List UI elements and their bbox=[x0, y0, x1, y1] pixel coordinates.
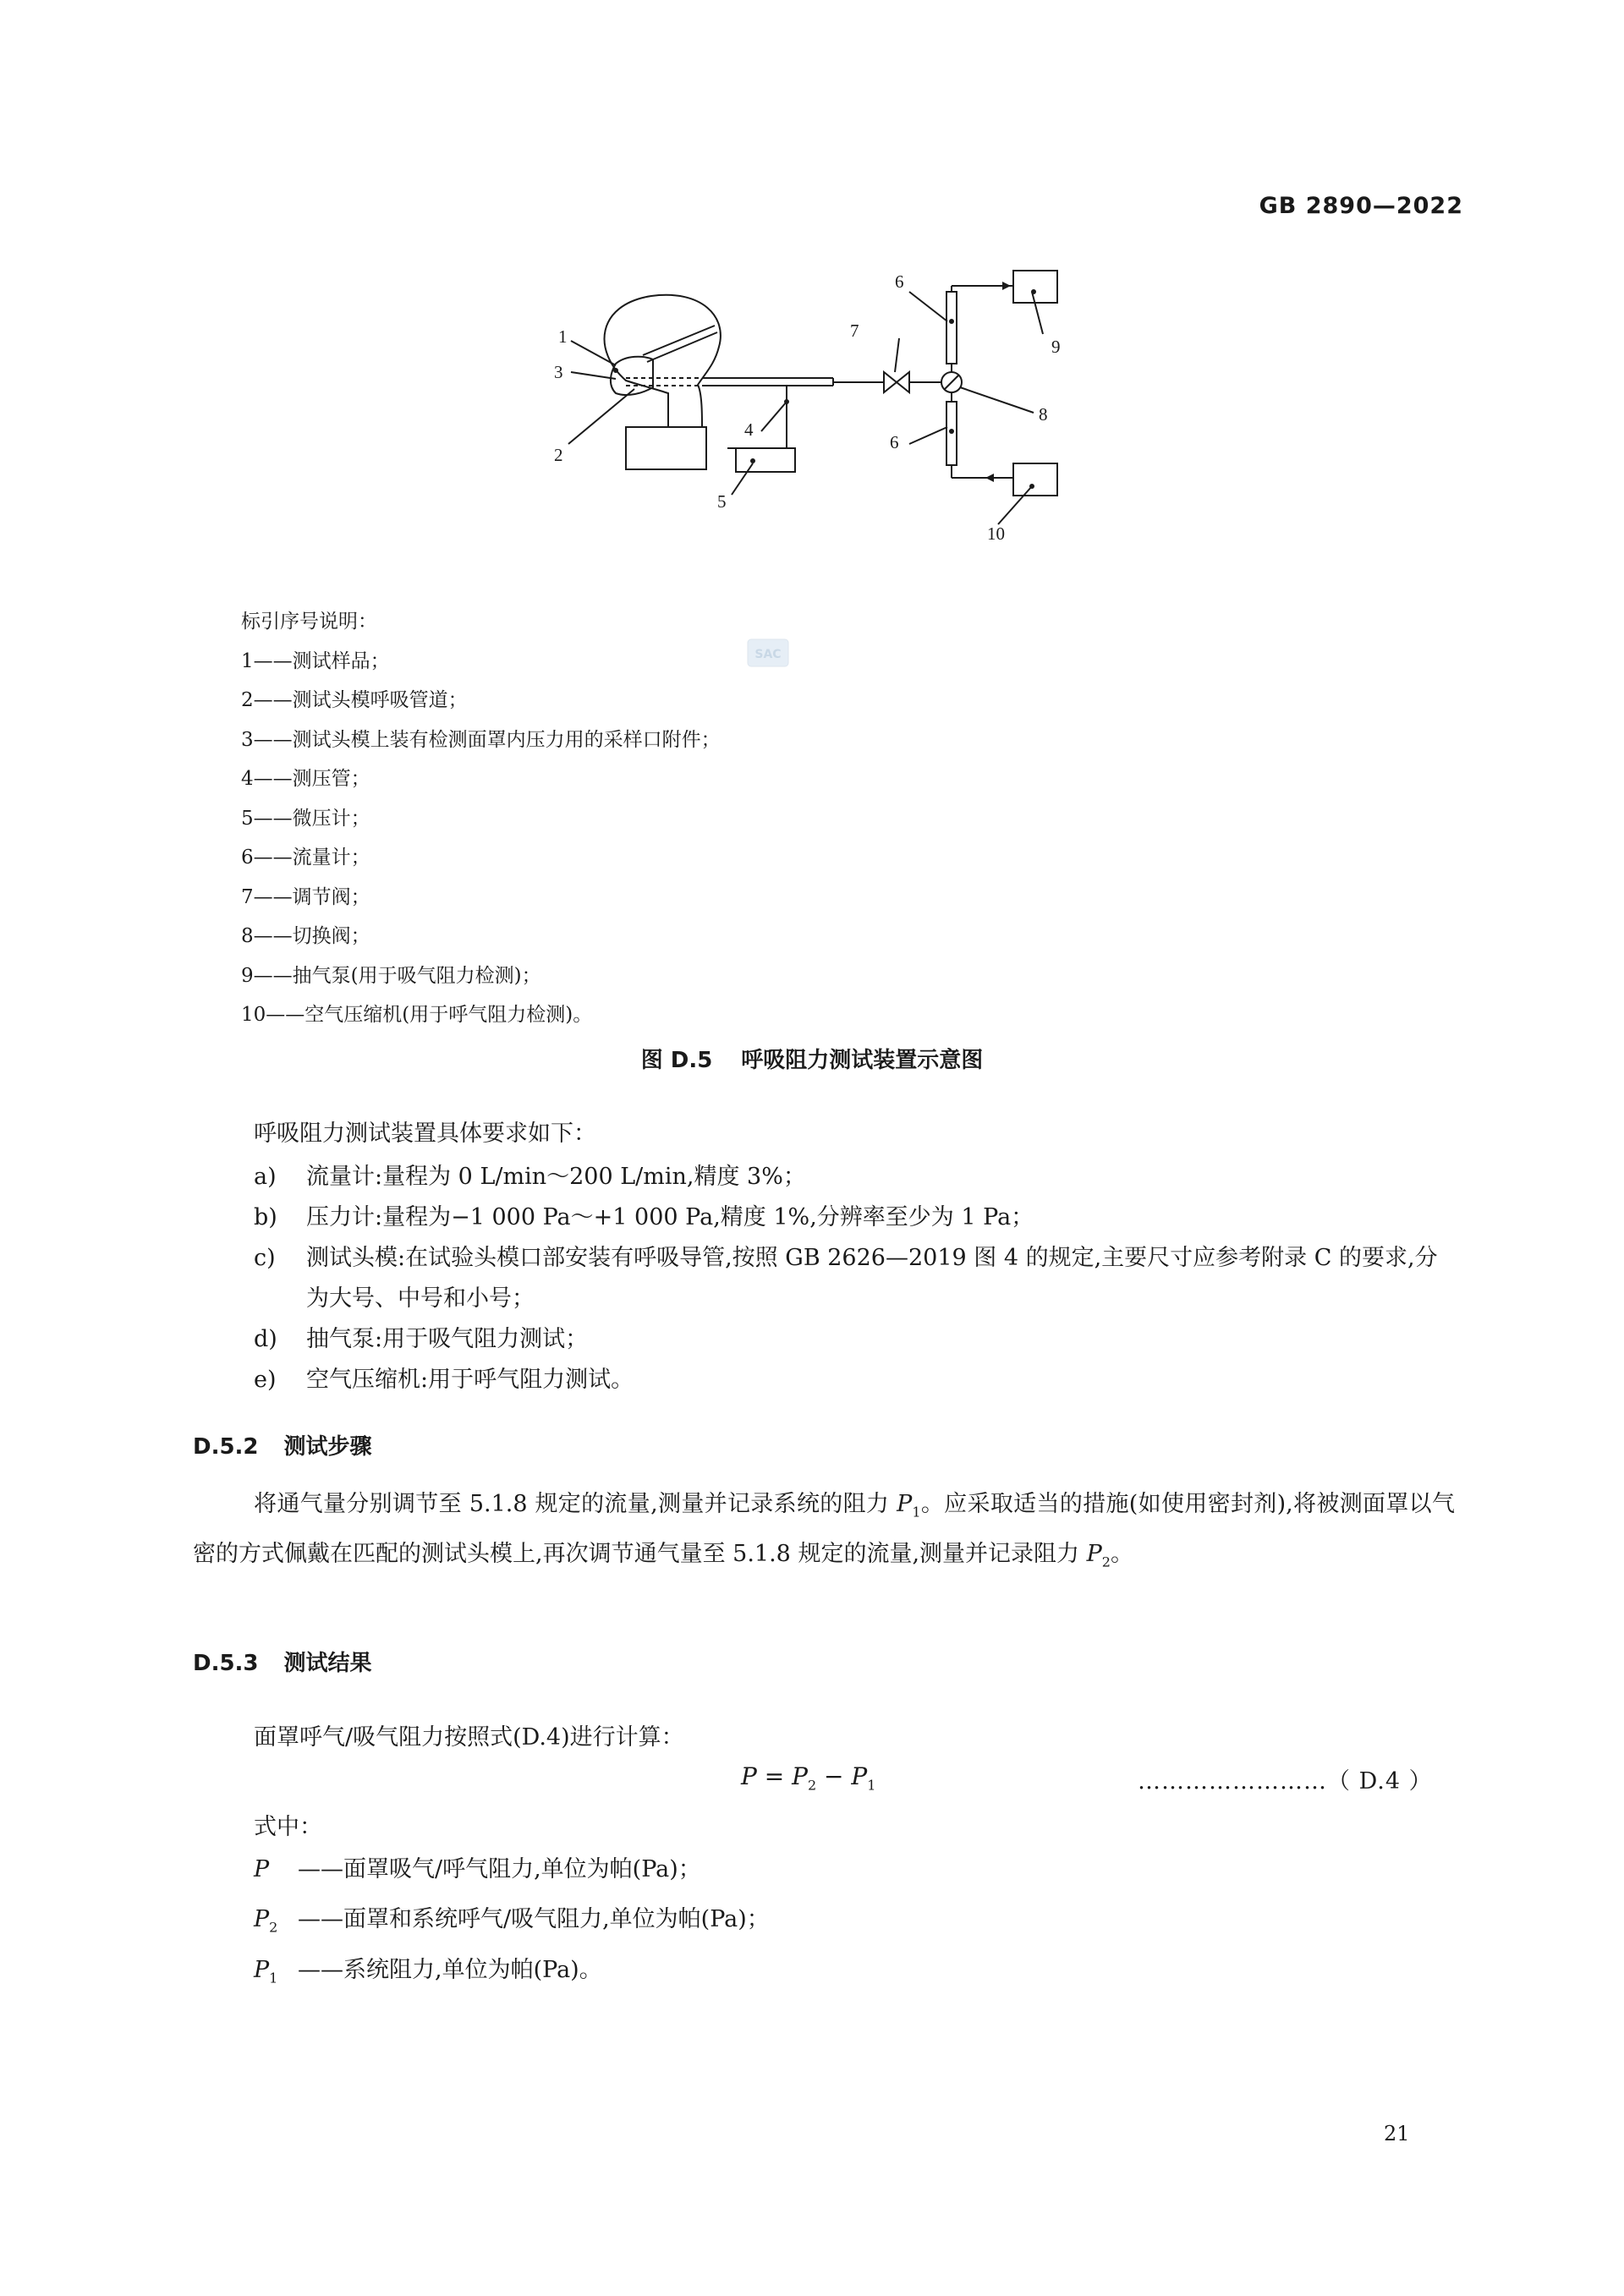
symbol-definition: $P_1$ ——系统阻力,单位为帕(Pa)。 bbox=[254, 1956, 602, 1986]
pump-box bbox=[1013, 271, 1057, 303]
requirement-text: 流量计:量程为 0 L/min～200 L/min,精度 3%； bbox=[306, 1164, 806, 1190]
formula-intro: 面罩呼气/吸气阻力按照式(D.4)进行计算： bbox=[254, 1724, 684, 1751]
figure-title: 呼吸阻力测试装置示意图 bbox=[741, 1048, 984, 1073]
section-number: D.5.3 bbox=[193, 1651, 259, 1676]
legend-item-text: 测试样品； bbox=[292, 649, 390, 672]
section-d52-paragraph: 将通气量分别调节至 5.1.8 规定的流量,测量并记录系统的阻力 $P_1$。应采取适当的措施(如使用密封剂),将被测面罩以气密的方式佩戴在匹配的测试头模上,再次调节通气量至 5.1.8 规定的流量,测量并记录阻力 $P_2$。 bbox=[193, 1491, 1456, 1570]
manometer-box bbox=[736, 448, 795, 472]
figure-label-6-upper: 6 bbox=[895, 271, 904, 292]
figure-label-8: 8 bbox=[1039, 404, 1048, 425]
standard-code: GB 2890—2022 bbox=[1259, 193, 1463, 219]
section-heading-d53 bbox=[193, 1646, 372, 1677]
breathing-resistance-apparatus-diagram bbox=[541, 258, 1116, 571]
requirements-list bbox=[254, 1157, 1455, 1400]
legend-item-dash: —— bbox=[253, 768, 293, 790]
section-title: 测试结果 bbox=[283, 1651, 372, 1676]
requirement-label: b) bbox=[254, 1204, 277, 1230]
svg-text:SAC: SAC bbox=[754, 648, 782, 661]
requirement-label: c) bbox=[254, 1245, 276, 1271]
figure-label-3: 3 bbox=[554, 362, 563, 382]
figure-label-2: 2 bbox=[554, 445, 563, 465]
figure-caption bbox=[0, 1043, 1624, 1074]
legend-item-dash: —— bbox=[253, 847, 293, 869]
legend-item-num: 8 bbox=[241, 925, 254, 947]
figure-label-7: 7 bbox=[850, 321, 859, 341]
figure-label-10: 10 bbox=[987, 523, 1005, 544]
where-label: 式中： bbox=[254, 1814, 322, 1840]
compressor-box bbox=[1013, 463, 1057, 496]
symbol-definition-text: ——系统阻力,单位为帕(Pa)。 bbox=[298, 1956, 602, 1983]
figure-label-6-lower: 6 bbox=[890, 432, 899, 452]
legend-item-num: 10 bbox=[241, 1004, 266, 1026]
test-head-outline bbox=[605, 295, 721, 427]
legend-item bbox=[241, 838, 721, 878]
formula-number: ……………………（ D.4 ） bbox=[1138, 1768, 1433, 1795]
legend-item-dash: —— bbox=[253, 728, 293, 751]
legend-item bbox=[241, 799, 721, 839]
legend-item-text: 微压计； bbox=[292, 807, 370, 830]
figure-label-1: 1 bbox=[558, 326, 568, 347]
legend-item-num: 4 bbox=[241, 768, 254, 790]
legend-item-text: 测试头模呼吸管道； bbox=[292, 689, 468, 711]
legend-item bbox=[241, 995, 721, 1035]
symbol-definition: $P_2$ ——面罩和系统呼气/吸气阻力,单位为帕(Pa)； bbox=[254, 1906, 770, 1936]
legend-item-text: 调节阀； bbox=[292, 885, 370, 908]
page-number: 21 bbox=[1384, 2122, 1410, 2145]
mask-sample bbox=[611, 357, 653, 395]
legend-item-dash: —— bbox=[266, 1004, 305, 1026]
legend-item-dash: —— bbox=[253, 964, 293, 987]
requirement-item bbox=[254, 1360, 1455, 1400]
legend-item-text: 抽气泵(用于吸气阻力检测)； bbox=[292, 964, 541, 987]
requirement-item bbox=[254, 1238, 1455, 1319]
legend-item-text: 测试头模上装有检测面罩内压力用的采样口附件； bbox=[292, 728, 721, 751]
legend-item-text: 切换阀； bbox=[292, 925, 370, 947]
figure-label-4: 4 bbox=[744, 419, 754, 440]
requirement-label: d) bbox=[254, 1326, 277, 1352]
requirement-item bbox=[254, 1319, 1455, 1360]
legend-title: 标引序号说明： bbox=[241, 611, 377, 633]
requirements-intro: 呼吸阻力测试装置具体要求如下： bbox=[254, 1121, 596, 1147]
legend-item-num: 6 bbox=[241, 847, 254, 869]
legend-item-text: 流量计； bbox=[292, 847, 370, 869]
formula-d4: $P = P_2 - P_1$ bbox=[741, 1762, 876, 1794]
requirement-text: 压力计:量程为−1 000 Pa～+1 000 Pa,精度 1%,分辨率至少为 1 Pa； bbox=[306, 1204, 1034, 1230]
legend-item-num: 2 bbox=[241, 689, 254, 711]
section-number: D.5.2 bbox=[193, 1434, 259, 1460]
symbol-definition-text: ——面罩和系统呼气/吸气阻力,单位为帕(Pa)； bbox=[298, 1906, 770, 1933]
legend-item-text: 测压管； bbox=[292, 768, 370, 790]
legend-item-dash: —— bbox=[253, 885, 293, 908]
legend-item-num: 1 bbox=[241, 649, 254, 672]
requirement-text: 空气压缩机:用于呼气阻力测试。 bbox=[306, 1367, 634, 1393]
symbol-definition-text: ——面罩吸气/呼气阻力,单位为帕(Pa)； bbox=[298, 1856, 701, 1882]
legend-item bbox=[241, 878, 721, 918]
figure-number: 图 D.5 bbox=[640, 1048, 713, 1073]
legend-item-dash: —— bbox=[253, 925, 293, 947]
legend-item bbox=[241, 642, 721, 682]
legend-item-dash: —— bbox=[253, 689, 293, 711]
legend-item-num: 3 bbox=[241, 728, 254, 751]
figure-legend bbox=[241, 602, 721, 1035]
legend-item-text: 空气压缩机(用于呼气阻力检测)。 bbox=[304, 1004, 593, 1026]
regulating-valve bbox=[884, 372, 909, 392]
requirement-item bbox=[254, 1157, 1455, 1197]
legend-item bbox=[241, 721, 721, 760]
requirement-label: a) bbox=[254, 1164, 277, 1190]
head-base-box bbox=[626, 427, 706, 469]
legend-item bbox=[241, 681, 721, 721]
legend-item bbox=[241, 917, 721, 956]
legend-item-num: 7 bbox=[241, 885, 254, 908]
legend-item bbox=[241, 759, 721, 799]
requirement-text: 抽气泵:用于吸气阻力测试； bbox=[306, 1326, 589, 1352]
requirement-item bbox=[254, 1197, 1455, 1238]
requirement-text: 测试头模:在试验头模口部安装有呼吸导管,按照 GB 2626—2019 图 4 的规定,主要尺寸应参考附录 C 的要求,分为大号、中号和小号； bbox=[306, 1245, 1438, 1312]
legend-item-num: 5 bbox=[241, 807, 254, 830]
requirement-label: e) bbox=[254, 1367, 277, 1393]
section-title: 测试步骤 bbox=[283, 1434, 372, 1460]
flowmeter-upper bbox=[946, 292, 957, 364]
legend-item-num: 9 bbox=[241, 964, 254, 987]
legend-item-dash: —— bbox=[253, 649, 293, 672]
figure-label-9: 9 bbox=[1051, 337, 1061, 357]
figure-label-5: 5 bbox=[717, 491, 727, 512]
legend-item-dash: —— bbox=[253, 807, 293, 830]
symbol-definition: P ——面罩吸气/呼气阻力,单位为帕(Pa)； bbox=[254, 1856, 701, 1882]
legend-item bbox=[241, 956, 721, 996]
sac-watermark bbox=[747, 638, 789, 667]
symbol-definitions bbox=[254, 1849, 770, 1999]
section-heading-d52 bbox=[193, 1429, 372, 1460]
